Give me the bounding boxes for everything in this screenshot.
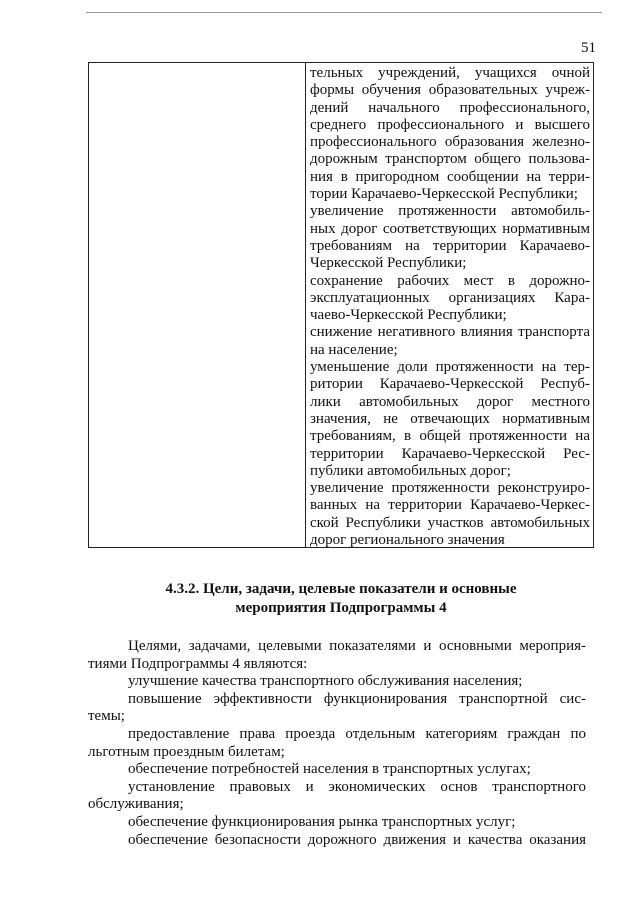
page-number: 51 bbox=[581, 40, 596, 56]
table-line: ванных на территории Карачаево-Черкес- bbox=[310, 497, 590, 514]
table-line: ской Республики участков автомобильных bbox=[310, 514, 590, 531]
top-rule bbox=[86, 12, 602, 13]
table-line: сохранение рабочих мест в дорожно- bbox=[310, 272, 590, 289]
body-line: установление правовых и экономических основ транспортного bbox=[128, 778, 586, 795]
table-line: дорог регионального значения bbox=[310, 532, 505, 549]
table-line: ных дорог соответствующих нормативным bbox=[310, 220, 590, 237]
body-line: улучшение качества транспортного обслуживания населения; bbox=[128, 673, 523, 690]
body-line: льготным проездным билетам; bbox=[88, 743, 285, 760]
table-line: эксплуатационных организациях Кара- bbox=[310, 289, 590, 306]
body-line: повышение эффективности функционирования транспортной сис- bbox=[128, 690, 586, 707]
table-line: территории Карачаево-Черкесской Рес- bbox=[310, 445, 590, 462]
table-line: увеличение протяженности автомобиль- bbox=[310, 203, 590, 220]
section-title bbox=[88, 580, 594, 618]
body-line: обеспечение функционирования рынка транспортных услуг; bbox=[128, 813, 516, 830]
table-line: чаево-Черкесской Республики; bbox=[310, 307, 507, 324]
table-line: дений начального профессионального, bbox=[310, 99, 590, 116]
table-line: дорожным транспортом общего пользова- bbox=[310, 151, 590, 168]
table-line: профессионального образования железно- bbox=[310, 134, 590, 151]
body-line: тиями Подпрограммы 4 являются: bbox=[88, 655, 308, 672]
body-line: предоставление права проезда отдельным категориям граждан по bbox=[128, 725, 586, 742]
body-line: обеспечение безопасности дорожного движения и качества оказания bbox=[128, 831, 586, 848]
table-line: ния в пригородном сообщении на терри- bbox=[310, 168, 590, 185]
table-line: лики автомобильных дорог местного bbox=[310, 393, 590, 410]
continuation-table bbox=[88, 62, 594, 548]
table-line: тории Карачаево-Черкесской Республики; bbox=[310, 186, 578, 203]
body-line: Целями, задачами, целевыми показателями и основными мероприя- bbox=[128, 638, 586, 654]
table-line: требованиям на территории Карачаево- bbox=[310, 237, 590, 254]
table-line: ритории Карачаево-Черкесской Респуб- bbox=[310, 376, 590, 393]
table-line: уменьшение доли протяженности на тер- bbox=[310, 359, 590, 376]
table-line: требованиям, в общей протяженности на bbox=[310, 428, 590, 445]
table-line: увеличение протяженности реконструиро- bbox=[310, 480, 590, 497]
table-left-column bbox=[89, 63, 306, 547]
table-right-column bbox=[310, 65, 590, 549]
body-line: обеспечение потребностей населения в транспортных услугах; bbox=[128, 761, 531, 778]
section-title-line: 4.3.2. Цели, задачи, целевые показатели и основные bbox=[165, 581, 517, 597]
body-line: темы; bbox=[88, 708, 125, 725]
body-line: обслуживания; bbox=[88, 796, 184, 813]
table-line: Черкесской Республики; bbox=[310, 255, 467, 272]
body-text bbox=[88, 638, 586, 849]
table-line: публики автомобильных дорог; bbox=[310, 462, 511, 479]
table-line: снижение негативного влияния транспорта bbox=[310, 324, 590, 341]
table-line: формы обучения образовательных учреж- bbox=[310, 82, 590, 99]
table-line: среднего профессионального и высшего bbox=[310, 116, 590, 133]
section-title-line: мероприятия Подпрограммы 4 bbox=[235, 600, 447, 616]
table-line: на население; bbox=[310, 341, 398, 358]
table-line: значения, не отвечающих нормативным bbox=[310, 410, 590, 427]
table-line: тельных учреждений, учащихся очной bbox=[310, 65, 590, 81]
